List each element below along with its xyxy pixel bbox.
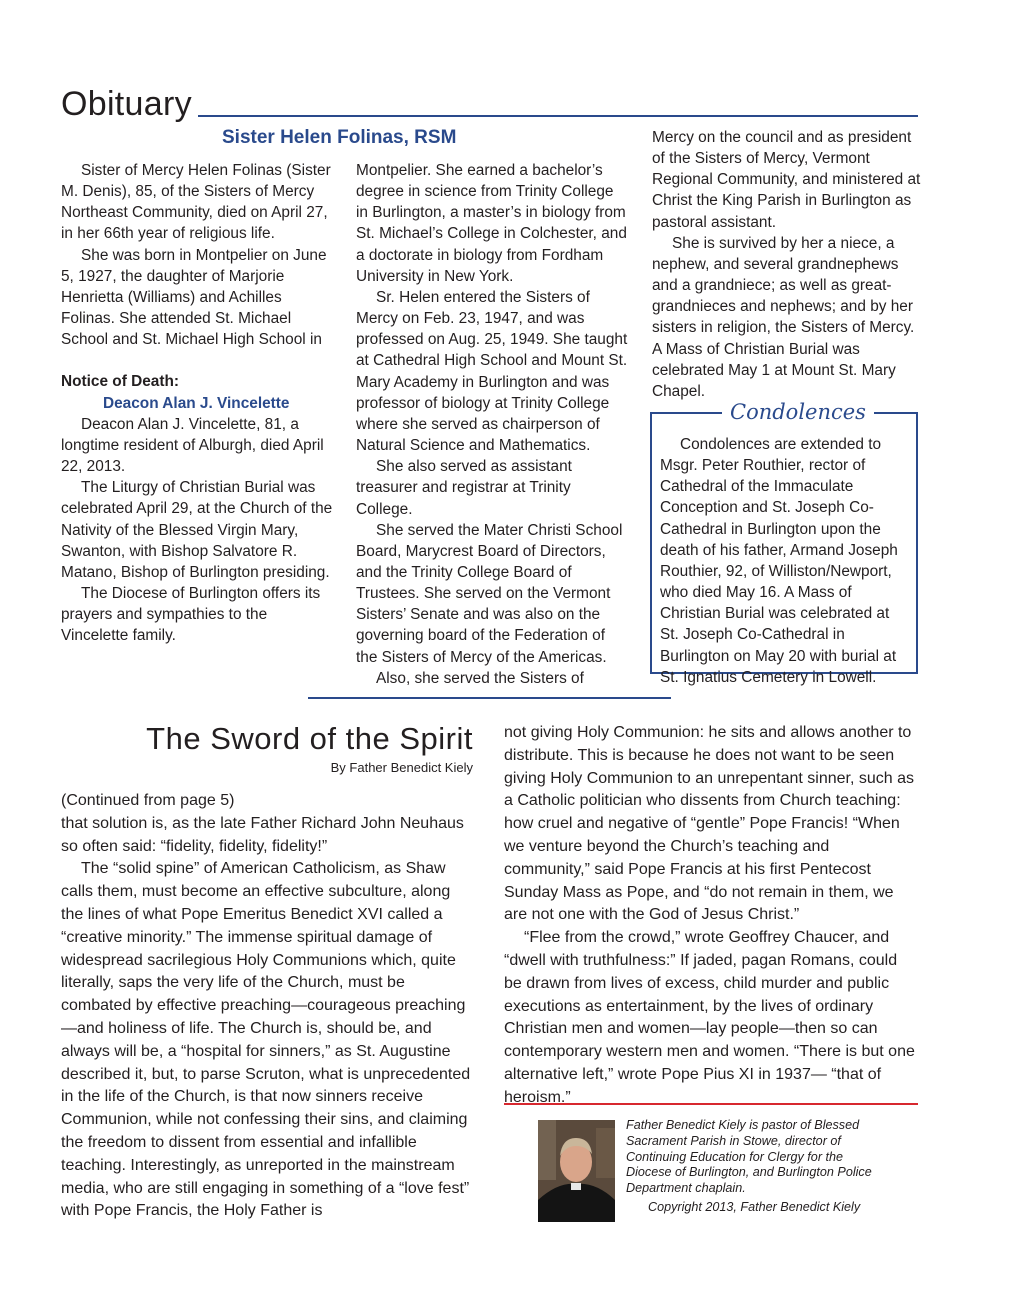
article-column-1 [61, 790, 473, 1223]
paragraph: The “solid spine” of American Catholicism, as Shaw calls them, must become an effective subculture, along the lines of what Pope Emeritus Benedict XVI called a “creative minority.” The immense spiritual damage of widespread sacrilegious Holy Communions which, quite literally, saps the very life of the Church, must be combated by effective preaching—courageous preaching—and holiness of life. The Church is, should be, and always will be, a “hospital for sinners,” as St. Augustine described it, but, to parse Scruton, what is unprecedented in the life of the Church, is that now sinners receive Communion, while not confessing their sins, and claiming the freedom to dissent from essential and infallible teaching. Interestingly, as unreported in the mainstream media, who are still engaging in something of a “love fest” with Pope Francis, the Holy Father is [61, 860, 471, 1220]
paragraph: She also served as assistant treasurer and registrar at Trinity College. [356, 458, 572, 518]
notice-name: Deacon Alan J. Vincelette [103, 394, 290, 412]
condolences-text: Condolences are extended to Msgr. Peter Routhier, rector of Cathedral of the Immaculate Conception and St. Joseph Co-Cathedral in Burlington upon the death of his father, Armand Joseph Routhier, 92, of Williston/Newport, who died May 16. A Mass of Christian Burial was celebrated at St. Joseph Co-Cathedral in Burlington on May 20 with burial at St. Ignatius Cemetery in Lowell. [660, 436, 898, 686]
article-column-2 [504, 722, 918, 1110]
title-rule [198, 115, 918, 117]
paragraph: Montpelier. She earned a bachelor’s degree in science from Trinity College in Burlington, a master’s in biology from St. Michael’s College in Colchester, and a doctorate in biology from Fordham University in New York. [356, 162, 627, 285]
article-byline: By Father Benedict Kiely [330, 760, 473, 775]
paragraph: Sr. Helen entered the Sisters of Mercy on Feb. 23, 1947, and was professed on Aug. 25, 1949. She taught at Cathedral High School and Mount St. Mary Academy in Burlington and was professor of biology at Trinity College where she served as chairperson of Natural Science and Mathematics. [356, 288, 628, 455]
paragraph: She is survived by her a niece, a nephew, and several grandnephews and a grandniece; as well as great-grandnieces and nephews; and by her sisters in religion, the Sisters of Mercy. [652, 234, 915, 337]
paragraph: She served the Mater Christi School Board, Marycrest Board of Directors, and the Trinity College Board of Trustees. She served on the Vermont Sisters’ Senate and was also on the governing board of the Federation of the Sisters of Mercy of the Americas. [356, 521, 623, 666]
condolences-title: Condolences [722, 398, 874, 426]
obituary-column-1 [61, 160, 333, 646]
continued-note: (Continued from page 5) [61, 792, 235, 809]
paragraph: The Liturgy of Christian Burial was celebrated April 29, at the Church of the Nativity of the Blessed Virgin Mary, Swanton, with Bishop Salvatore R. Matano, Bishop of Burlington presiding. [61, 479, 333, 581]
paragraph: that solution is, as the late Father Richard John Neuhaus so often said: “fidelity, fidelity, fidelity!” [61, 814, 464, 855]
author-bio-text: Father Benedict Kiely is pastor of Blessed Sacrament Parish in Stowe, director of Continuing Education for Clergy for the Diocese of Burlington, and Burlington Police Department chaplain. [626, 1118, 872, 1196]
copyright-notice: Copyright 2013, Father Benedict Kiely [648, 1200, 861, 1214]
paragraph: The Diocese of Burlington offers its prayers and sympathies to the Vincelette family. [61, 584, 321, 645]
obituary-heading: Sister Helen Folinas, RSM [222, 127, 457, 148]
paragraph: Deacon Alan J. Vincelette, 81, a longtime resident of Alburgh, died April 22, 2013. [61, 415, 324, 476]
author-photo [538, 1120, 615, 1222]
bio-divider [504, 1103, 918, 1105]
condolences-text-block [660, 434, 906, 688]
paragraph: She was born in Montpelier on June 5, 1927, the daughter of Marjorie Henrietta (Williams) and Achilles Folinas. She attended St. Michael School and St. Michael High School in [61, 246, 327, 349]
paragraph: Sister of Mercy Helen Folinas (Sister M. Denis), 85, of the Sisters of Mercy Northeast Community, died on April 27, in her 66th year of religious life. [61, 162, 331, 243]
paragraph: A Mass of Christian Burial was celebrated May 1 at Mount St. Mary Chapel. [652, 340, 896, 400]
paragraph: Also, she served the Sisters of [376, 669, 584, 687]
paragraph: “Flee from the crowd,” wrote Geoffrey Chaucer, and “dwell with truthfulness:” If jaded, pagan Romans, could be drawn from lives of excess, child murder and public executions as entertainment, by the lives of ordinary Christian men and women—lay people—then so can contemporary western men and women. “There is but one alternative left,” wrote Pope Pius XI in 1937— “that of heroism.” [504, 929, 915, 1106]
paragraph: not giving Holy Communion: he sits and allows another to distribute. This is because he does not want to be seen giving Holy Communion to an unrepentant sinner, such as a Catholic politician who dissents from Church teaching: how cruel and negative of “gentle” Pope Francis! “When we venture beyond the Church’s teaching and community,” said Pope Francis at his first Pentecost Sunday Mass as Pope, and “do not remain in them, we are not one with the God of Jesus Christ.” [504, 724, 915, 924]
notice-heading: Notice of Death: [61, 373, 179, 391]
article-title: The Sword of the Spirit [146, 721, 473, 756]
paragraph: Mercy on the council and as president of the Sisters of Mercy, Vermont Regional Community, and ministered at Christ the King Parish in Burlington as pastoral assistant. [652, 129, 921, 231]
author-bio [626, 1118, 882, 1197]
obituary-column-3 [652, 127, 922, 402]
author-portrait-icon [538, 1120, 615, 1222]
page-title: Obituary [61, 85, 192, 123]
obituary-column-2 [356, 160, 628, 689]
section-divider [308, 697, 671, 699]
